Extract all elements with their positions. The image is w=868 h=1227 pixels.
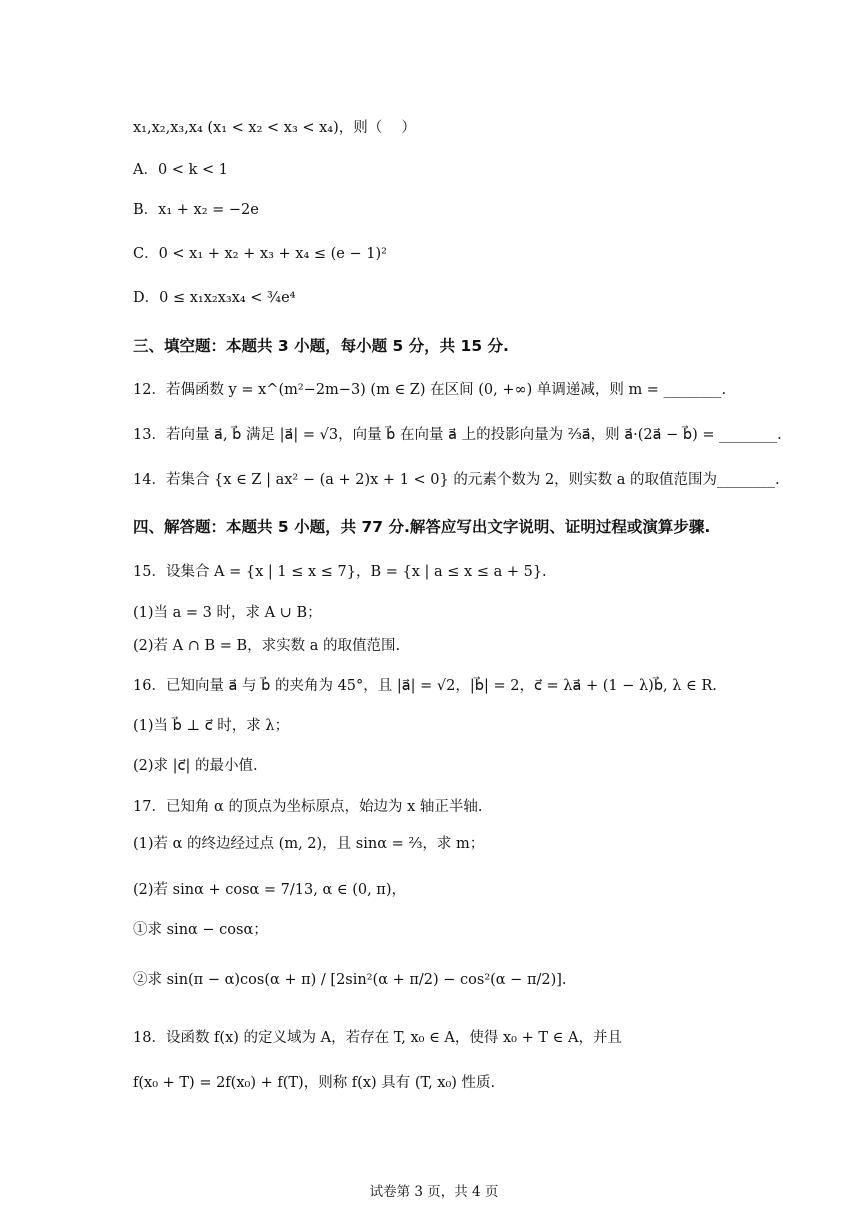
question-16: 16．已知向量 a⃗ 与 b⃗ 的夹角为 45°，且 |a⃗| = √2，|b⃗| = 2，c⃗ = λa⃗ + (1 − λ)b⃗, λ ∈ R.: [133, 678, 717, 694]
section-heading-fill: 三、填空题：本题共 3 小题，每小题 5 分，共 15 分.: [133, 337, 509, 355]
question-15-part-2: (2)若 A ∩ B = B，求实数 a 的取值范围.: [133, 638, 401, 654]
text-line: x₁,x₂,x₃,x₄ (x₁ < x₂ < x₃ < x₄)，则（ ）: [133, 120, 416, 136]
question-16-part-2: (2)求 |c⃗| 的最小值.: [133, 758, 258, 774]
page-footer: 试卷第 3 页，共 4 页: [369, 1184, 499, 1200]
section-heading-answer: 四、解答题：本题共 5 小题，共 77 分.解答应写出文字说明、证明过程或演算步骤.: [133, 518, 711, 536]
question-17-part-2: (2)若 sinα + cosα = 7/13, α ∈ (0, π)，: [133, 882, 406, 898]
question-15-part-1: (1)当 a = 3 时，求 A ∪ B；: [133, 605, 322, 621]
question-16-part-1: (1)当 b⃗ ⊥ c⃗ 时，求 λ；: [133, 718, 290, 734]
question-17: 17．已知角 α 的顶点为坐标原点，始边为 x 轴正半轴.: [133, 799, 483, 815]
question-18-continued: f(x₀ + T) = 2f(x₀) + f(T)，则称 f(x) 具有 (T, x₀) 性质.: [133, 1075, 496, 1091]
option-d: D．0 ≤ x₁x₂x₃x₄ < ¾e⁴: [133, 290, 296, 306]
question-17-part-2-i: ①求 sinα − cosα；: [133, 922, 268, 938]
question-15: 15．设集合 A = {x | 1 ≤ x ≤ 7}，B = {x | a ≤ x ≤ a + 5}.: [133, 564, 547, 580]
option-a: A．0 < k < 1: [133, 162, 228, 178]
question-12: 12．若偶函数 y = x^(m²−2m−3) (m ∈ Z) 在区间 (0, +∞) 单调递减，则 m = ________.: [133, 382, 727, 398]
option-b: B．x₁ + x₂ = −2e: [133, 202, 259, 218]
question-18: 18．设函数 f(x) 的定义域为 A，若存在 T, x₀ ∈ A，使得 x₀ + T ∈ A，并且: [133, 1030, 622, 1046]
question-17-part-2-ii: ②求 sin(π − α)cos(α + π) / [2sin²(α + π/2) − cos²(α − π/2)].: [133, 972, 567, 988]
question-13: 13．若向量 a⃗, b⃗ 满足 |a⃗| = √3，向量 b⃗ 在向量 a⃗ 上的投影向量为 ⅔a⃗，则 a⃗·(2a⃗ − b⃗) = ________.: [133, 427, 782, 443]
question-17-part-1: (1)若 α 的终边经过点 (m, 2)，且 sinα = ⅔，求 m；: [133, 836, 485, 852]
option-c: C．0 < x₁ + x₂ + x₃ + x₄ ≤ (e − 1)²: [133, 246, 387, 262]
question-14: 14．若集合 {x ∈ Z | ax² − (a + 2)x + 1 < 0} 的元素个数为 2，则实数 a 的取值范围为________.: [133, 472, 780, 488]
